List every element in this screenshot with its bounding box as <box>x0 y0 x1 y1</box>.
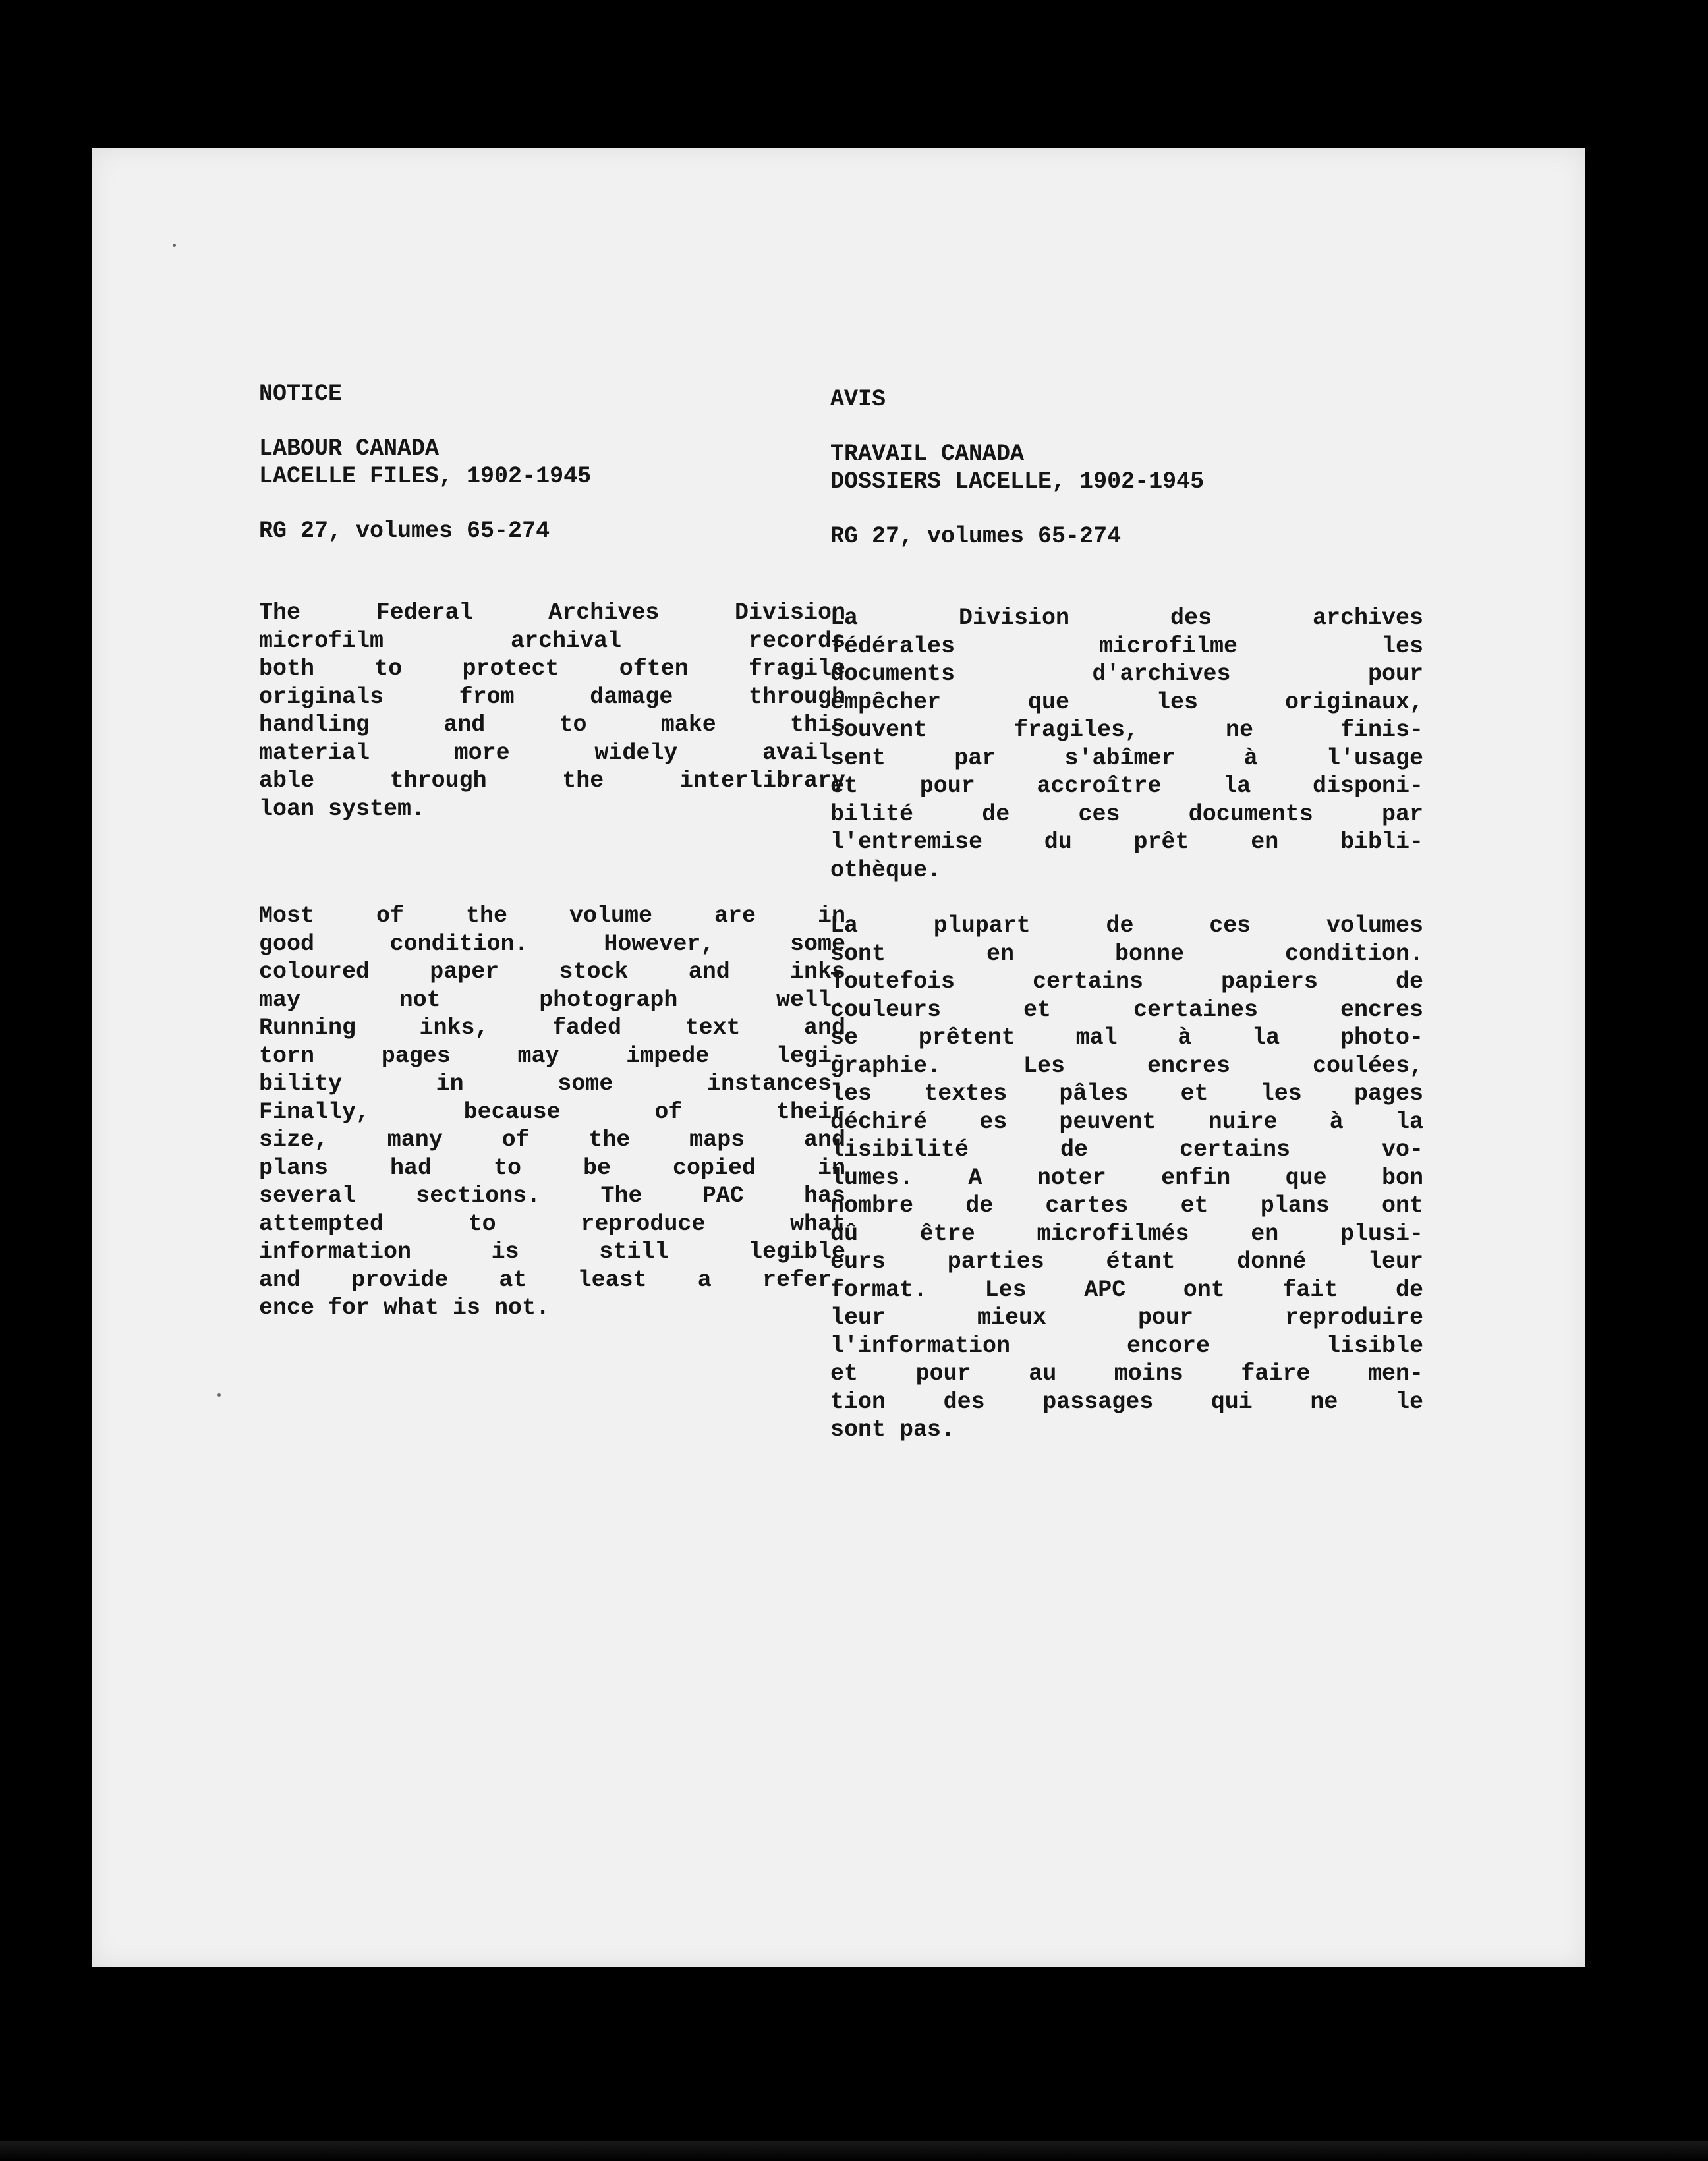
text-line: handling and to make this <box>259 712 845 738</box>
text-line: La Division des archives <box>830 605 1423 631</box>
text-line: good condition. However, some <box>259 930 845 957</box>
film-edge <box>0 2141 1708 2161</box>
text-line: et pour accroître la disponi- <box>830 773 1423 799</box>
text-line: se prêtent mal à la photo- <box>830 1024 1423 1051</box>
text-line: lumes. A noter enfin que bon <box>830 1164 1423 1191</box>
text-line: loan system. <box>259 795 426 822</box>
text-line: graphie. Les encres coulées, <box>830 1052 1423 1079</box>
scan-speck <box>173 244 176 247</box>
text-line: coloured paper stock and inks <box>259 959 845 985</box>
title-line: DOSSIERS LACELLE, 1902-1945 <box>830 468 1205 495</box>
text-line: tion des passages qui ne le <box>830 1388 1423 1415</box>
french-paragraph-2 <box>830 912 1423 1444</box>
text-line: originals from damage through <box>259 683 845 710</box>
english-paragraph-2 <box>259 902 845 1322</box>
text-line: size, many of the maps and <box>259 1127 845 1153</box>
text-line: lisibilité de certains vo- <box>830 1137 1423 1163</box>
text-line: may not photograph well. <box>259 986 845 1013</box>
text-line: format. Les APC ont fait de <box>830 1276 1423 1303</box>
text-line: les textes pâles et les pages <box>830 1080 1423 1107</box>
text-line: The Federal Archives Division <box>259 600 845 626</box>
text-line: bilité de ces documents par <box>830 800 1423 828</box>
text-line: ence for what is not. <box>259 1295 550 1321</box>
text-line: sont pas. <box>830 1417 955 1443</box>
text-line: eurs parties étant donné leur <box>830 1249 1423 1275</box>
text-line: plans had to be copied in <box>259 1154 845 1181</box>
text-line: sent par s'abîmer à l'usage <box>830 744 1423 772</box>
text-line: leur mieux pour reproduire <box>830 1305 1423 1331</box>
text-line: nombre de cartes et plans ont <box>830 1193 1423 1219</box>
text-line: dû être microfilmés en plusi- <box>830 1220 1423 1247</box>
french-title <box>830 440 1423 496</box>
text-line: documents d'archives pour <box>830 661 1423 687</box>
text-line: torn pages may impede legi- <box>259 1042 845 1069</box>
title-line: LACELLE FILES, 1902-1945 <box>259 463 592 490</box>
text-line: Finally, because of their <box>259 1098 845 1125</box>
record-group-reference: RG 27, volumes 65-274 <box>830 522 1122 549</box>
text-line: couleurs et certaines encres <box>830 996 1423 1023</box>
english-column <box>259 380 845 1322</box>
text-line: fédérales microfilme les <box>830 632 1423 660</box>
text-line: able through the interlibrary <box>259 768 845 794</box>
text-line: othèque. <box>830 856 942 884</box>
notice-heading: NOTICE <box>259 381 343 407</box>
text-line: and provide at least a refer- <box>259 1266 845 1293</box>
text-line: l'information encore lisible <box>830 1332 1423 1359</box>
text-line: material more widely avail- <box>259 739 845 766</box>
record-group-reference: RG 27, volumes 65-274 <box>259 517 550 544</box>
text-line: déchiré es peuvent nuire à la <box>830 1108 1423 1135</box>
text-line: information is still legible <box>259 1239 845 1265</box>
text-line: sont en bonne condition. <box>830 940 1423 967</box>
document-page <box>92 148 1585 1967</box>
text-line: Running inks, faded text and <box>259 1015 845 1041</box>
scan-speck <box>217 1393 221 1397</box>
text-line: Toutefois certains papiers de <box>830 968 1423 995</box>
text-line: souvent fragiles, ne finis- <box>830 717 1423 743</box>
title-line: LABOUR CANADA <box>259 435 440 462</box>
english-title <box>259 435 845 491</box>
text-line: bility in some instances. <box>259 1071 845 1097</box>
french-paragraph-1 <box>830 604 1423 884</box>
text-line: both to protect often fragile <box>259 656 845 682</box>
text-line: microfilm archival records <box>259 627 845 654</box>
text-line: several sections. The PAC has <box>259 1183 845 1209</box>
title-line: TRAVAIL CANADA <box>830 440 1025 467</box>
french-column <box>830 385 1423 1444</box>
avis-heading: AVIS <box>830 386 886 412</box>
text-line: l'entremise du prêt en bibli- <box>830 829 1423 855</box>
text-line: La plupart de ces volumes <box>830 912 1423 939</box>
text-line: attempted to reproduce what <box>259 1210 845 1237</box>
english-paragraph-1 <box>259 599 845 823</box>
text-line: et pour au moins faire men- <box>830 1361 1423 1387</box>
text-line: empêcher que les originaux, <box>830 688 1423 716</box>
text-line: Most of the volume are in <box>259 903 845 929</box>
